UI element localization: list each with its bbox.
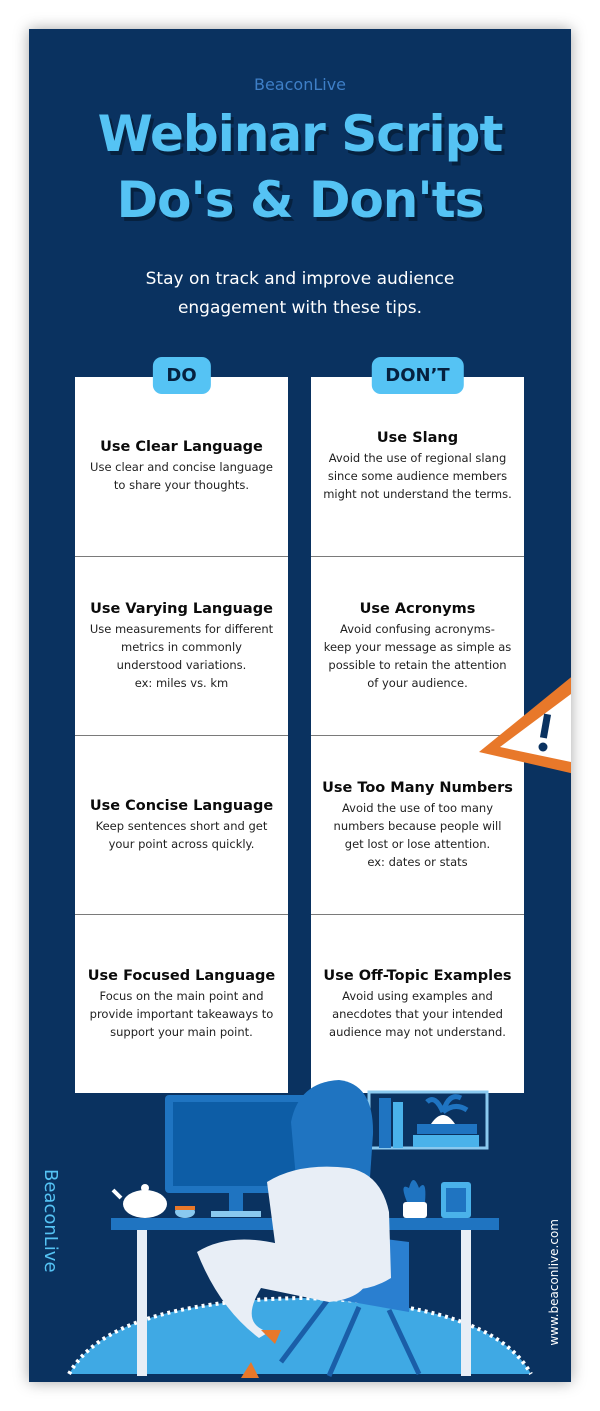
dont-item-1 [311, 377, 524, 556]
page-title [29, 101, 571, 233]
dont-item-text: Avoid using examples and anecdotes that your intended audience may not understand. [329, 988, 506, 1039]
dont-label: DON’T [371, 357, 463, 394]
subtitle-line-2: engagement with these tips. [177, 298, 423, 318]
subtitle [29, 265, 571, 323]
warning-triangle-icon [475, 674, 571, 784]
do-item-text: Keep sentences short and get your point across quickly. [95, 818, 268, 851]
dont-item-text: Avoid confusing acronyms- keep your message as simple as possible to retain the attention of your audience. [323, 621, 512, 690]
website-url: www.beaconlive.com [547, 1219, 561, 1346]
do-item-title: Use Clear Language [100, 439, 263, 455]
do-column [75, 365, 288, 1093]
brand-name: BeaconLive [253, 75, 347, 94]
dont-item-title: Use Slang [376, 430, 459, 446]
dont-item-text: Avoid the use of regional slang since some audience members might not understand the terms. [323, 451, 512, 501]
dont-item-title: Use Acronyms [359, 600, 476, 617]
do-item-title: Use Focused Language [87, 967, 276, 984]
person-at-desk-illustration [29, 1062, 571, 1382]
do-item-2 [75, 556, 288, 735]
infographic-poster [29, 29, 571, 1382]
do-item-text: Use measurements for different metrics in commonly understood variations. ex: miles vs. km [89, 621, 274, 690]
beaconlive-logo: BeaconLive [40, 1169, 61, 1273]
dont-item-text: Avoid the use of too many numbers because people will get lost or lose attention. ex: dates or stats [333, 800, 502, 869]
do-item-3 [75, 735, 288, 914]
do-item-text: Focus on the main point and provide important takeaways to support your main point. [89, 988, 274, 1039]
do-label: DO [152, 357, 210, 394]
do-item-title: Use Varying Language [90, 600, 273, 617]
do-item-1 [75, 377, 288, 556]
do-item-text: Use clear and concise language to share your thoughts. [90, 460, 273, 492]
title-line-2: Do's & Don'ts [116, 171, 484, 229]
title-line-1: Webinar Script [97, 105, 503, 163]
dont-item-title: Use Too Many Numbers [322, 779, 513, 796]
dont-item-title: Use Off-Topic Examples [323, 967, 512, 984]
do-item-title: Use Concise Language [89, 797, 274, 814]
subtitle-line-1: Stay on track and improve audience [145, 269, 455, 289]
